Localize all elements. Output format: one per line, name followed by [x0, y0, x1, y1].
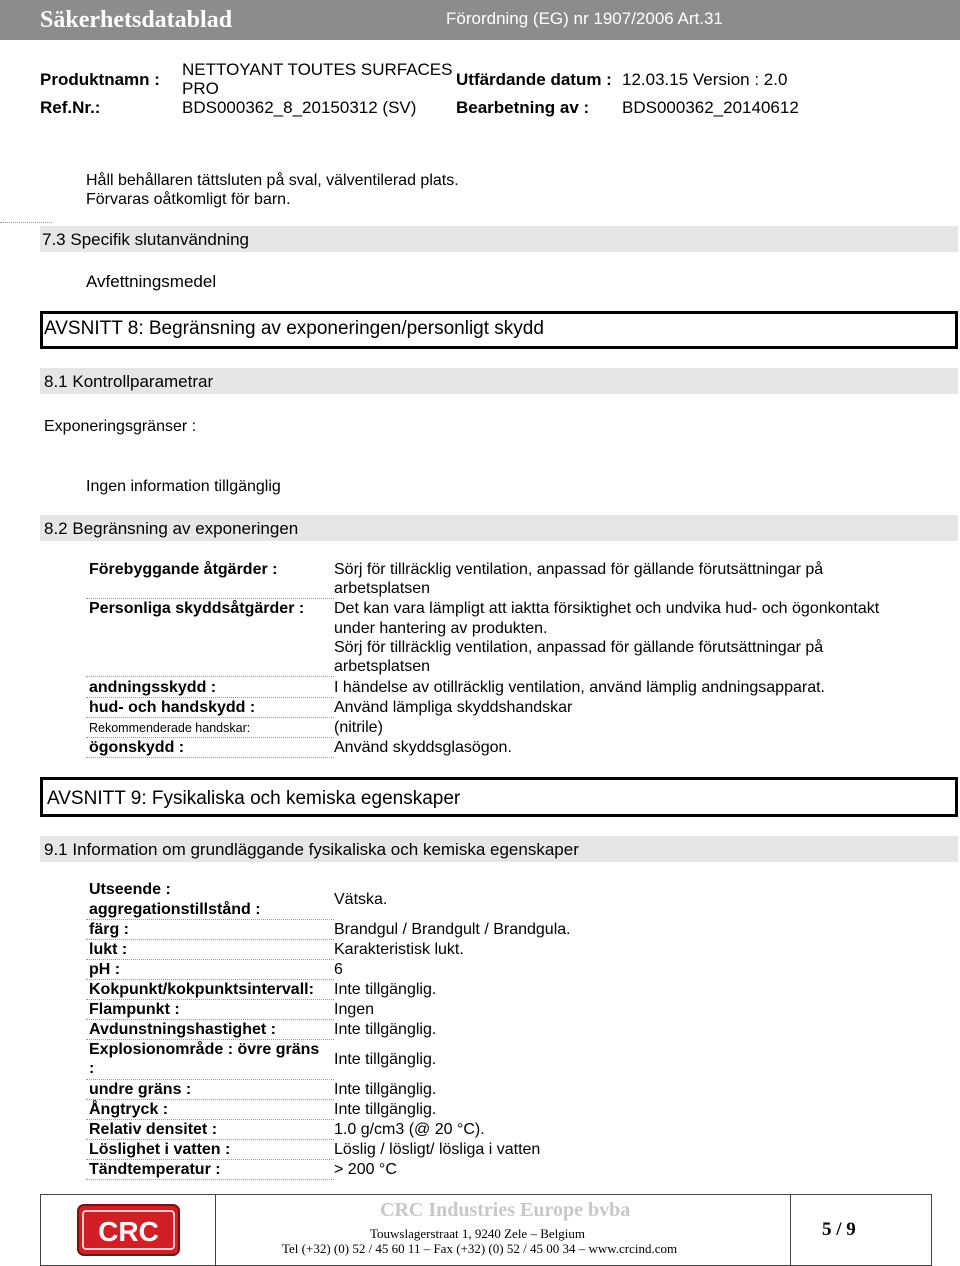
row-divider [86, 1179, 334, 1180]
recommended-gloves-value: (nitrile) [334, 719, 383, 736]
page-number: 5 / 9 [822, 1219, 856, 1240]
row-divider [86, 717, 334, 718]
relative-density-value: 1.0 g/cm3 (@ 20 °C). [334, 1121, 485, 1138]
row-divider [86, 737, 334, 738]
crc-logo [77, 1204, 180, 1256]
ph-value: 6 [334, 961, 343, 978]
personal-protection-value-3: Sörj för tillräcklig ventilation, anpassad för gällande förutsättningar på [334, 639, 824, 656]
recommended-gloves-label: Rekommenderade handskar: [89, 721, 251, 735]
flash-point-label: Flampunkt : [89, 1001, 180, 1018]
odor-value: Karakteristisk lukt. [334, 941, 464, 958]
regulation-reference: Förordning (EG) nr 1907/2006 Art.31 [446, 9, 723, 28]
issue-date-label: Utfärdande datum : [456, 70, 612, 89]
row-divider [86, 1079, 334, 1080]
water-solubility-value: Löslig / lösligt/ lösliga i vatten [334, 1141, 541, 1158]
personal-protection-value-1: Det kan vara lämpligt att iaktta försiktighet och undvika hud- och ögonkontakt [334, 600, 880, 617]
vapor-pressure-value: Inte tillgänglig. [334, 1101, 437, 1118]
footer-divider [215, 1194, 216, 1266]
section-7-3-text: Avfettningsmedel [86, 272, 217, 291]
respiratory-protection-value: I händelse av otillräcklig ventilation, använd lämplig andningsapparat. [334, 679, 825, 696]
explosion-upper-value: Inte tillgänglig. [334, 1051, 437, 1068]
product-name-line2: PRO [182, 79, 219, 98]
row-divider [86, 979, 334, 980]
company-contact: Tel (+32) (0) 52 / 45 60 11 – Fax (+32) (0) 52 / 45 00 34 – www.crcind.com [282, 1241, 678, 1256]
section-9-title: AVSNITT 9: Fysikaliska och kemiska egenskaper [47, 788, 461, 809]
row-divider [86, 1099, 334, 1100]
row-divider [86, 676, 334, 677]
row-divider [86, 919, 334, 920]
vapor-pressure-label: Ångtryck : [89, 1101, 169, 1118]
flash-point-value: Ingen [334, 1001, 375, 1018]
water-solubility-label: Löslighet i vatten : [89, 1141, 231, 1158]
row-divider [86, 1119, 334, 1120]
company-address: Touwslagerstraat 1, 9240 Zele – Belgium [370, 1226, 585, 1241]
section-7-3-heading: 7.3 Specifik slutanvändning [42, 230, 249, 249]
exposure-limits-label: Exponeringsgränser : [44, 418, 197, 435]
hand-protection-value: Använd lämpliga skyddshandskar [334, 699, 573, 716]
row-divider [86, 959, 334, 960]
color-label: färg : [89, 921, 129, 938]
boiling-point-value: Inte tillgänglig. [334, 981, 437, 998]
section-8-1-heading: 8.1 Kontrollparametrar [44, 372, 214, 391]
personal-protection-value-2: under hantering av produkten. [334, 620, 548, 637]
row-divider [86, 1159, 334, 1160]
personal-protection-value-4: arbetsplatsen [334, 658, 431, 675]
exposure-limits-value: Ingen information tillgänglig [86, 478, 281, 495]
evaporation-rate-label: Avdunstningshastighet : [89, 1021, 276, 1038]
ref-label: Ref.Nr.: [40, 98, 101, 117]
row-divider [86, 697, 334, 698]
company-name: CRC Industries Europe bvba [380, 1199, 631, 1221]
row-divider [86, 1019, 334, 1020]
preventive-measures-value-1: Sörj för tillräcklig ventilation, anpassad för gällande förutsättningar på [334, 561, 824, 578]
ph-label: pH : [89, 961, 121, 978]
issue-date-value: 12.03.15 Version : 2.0 [622, 70, 788, 89]
evaporation-rate-value: Inte tillgänglig. [334, 1021, 437, 1038]
explosion-upper-label-1: Explosionområde : övre gräns [89, 1041, 320, 1058]
explosion-upper-label-2: : [89, 1060, 95, 1077]
revision-label: Bearbetning av : [456, 98, 590, 117]
ref-value: BDS000362_8_20150312 (SV) [182, 98, 417, 117]
explosion-lower-value: Inte tillgänglig. [334, 1081, 437, 1098]
section-8-2-heading: 8.2 Begränsning av exponeringen [44, 519, 299, 538]
row-divider [86, 999, 334, 1000]
section-9-1-heading: 9.1 Information om grundläggande fysikaliska och kemiska egenskaper [44, 840, 579, 859]
row-divider [86, 598, 334, 599]
storage-text-2: Förvaras oåtkomligt för barn. [86, 191, 291, 208]
storage-text-1: Håll behållaren tättsluten på sval, välventilerad plats. [86, 172, 459, 189]
row-divider [86, 757, 334, 758]
respiratory-protection-label: andningsskydd : [89, 679, 217, 696]
eye-protection-label: ögonskydd : [89, 739, 185, 756]
eye-protection-value: Använd skyddsglasögon. [334, 739, 512, 756]
row-divider [86, 939, 334, 940]
divider [0, 222, 52, 223]
appearance-value: Vätska. [334, 891, 388, 908]
section-8-title: AVSNITT 8: Begränsning av exponeringen/personligt skydd [44, 318, 544, 339]
row-divider [86, 1139, 334, 1140]
row-divider [86, 1039, 334, 1040]
crc-logo-text: CRC [98, 1216, 159, 1247]
product-name-line1: NETTOYANT TOUTES SURFACES [182, 60, 453, 79]
appearance-label-2: aggregationstillstånd : [89, 901, 261, 918]
appearance-label-1: Utseende : [89, 881, 171, 898]
document-title: Säkerhetsdatablad [40, 7, 233, 33]
personal-protection-label: Personliga skyddsåtgärder : [89, 600, 305, 617]
boiling-point-label: Kokpunkt/kokpunktsintervall: [89, 981, 314, 998]
relative-density-label: Relativ densitet : [89, 1121, 218, 1138]
revision-value: BDS000362_20140612 [622, 98, 799, 117]
hand-protection-label: hud- och handskydd : [89, 699, 256, 716]
ignition-temperature-label: Tändtemperatur : [89, 1161, 221, 1178]
preventive-measures-label: Förebyggande åtgärder : [89, 561, 278, 578]
product-name-label: Produktnamn : [40, 70, 160, 89]
explosion-lower-label: undre gräns : [89, 1081, 192, 1098]
odor-label: lukt : [89, 941, 128, 958]
ignition-temperature-value: > 200 °C [334, 1161, 397, 1178]
color-value: Brandgul / Brandgult / Brandgula. [334, 921, 571, 938]
preventive-measures-value-2: arbetsplatsen [334, 580, 431, 597]
footer-divider [790, 1194, 791, 1266]
